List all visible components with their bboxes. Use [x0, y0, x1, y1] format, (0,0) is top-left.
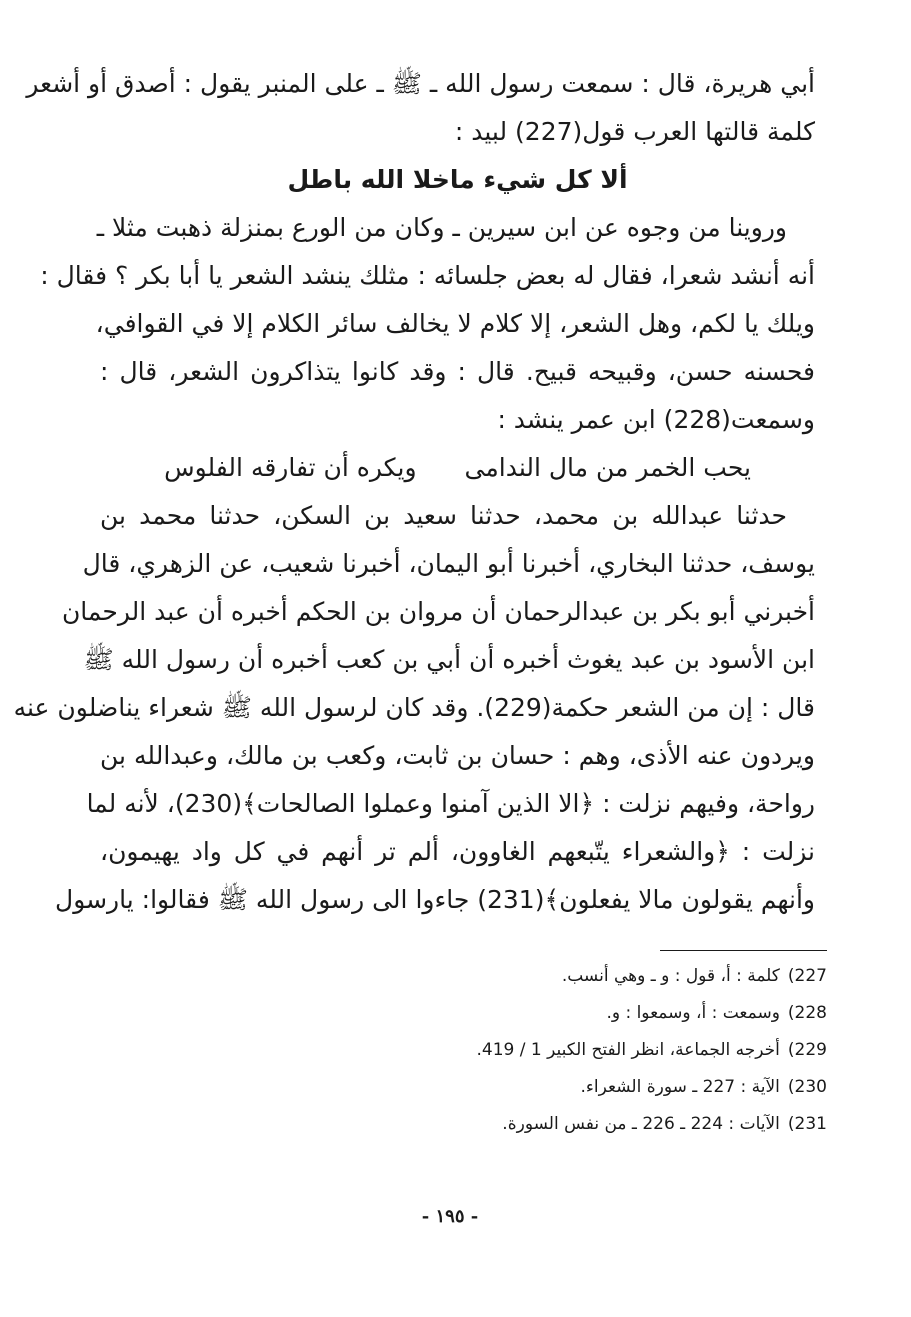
- text-line: يوسف، حدثنا البخاري، أخبرنا أبو اليمان، أخبرنا شعيب، عن الزهري، قال: [82, 549, 815, 578]
- text-line: وروينا من وجوه عن ابن سيرين ـ وكان من الورع بمنزلة ذهبت مثلا ـ: [96, 213, 787, 242]
- text-line: نزلت : ﴿والشعراء يتّبعهم الغاوون، ألم تر أنهم في كل واد يهيمون،: [100, 837, 815, 866]
- text-line: أخبرني أبو بكر بن عبدالرحمان أن مروان بن الحكم أخبره أن عبد الرحمان: [61, 597, 815, 626]
- main-text: [13, 60, 815, 924]
- text-line: كلمة قالتها العرب قول(227) لبيد :: [454, 117, 815, 146]
- verse-second-half: ويكره أن تفارقه الفلوس: [164, 453, 417, 482]
- footnote-item: [360, 1069, 827, 1106]
- footnote-text: الآيات : 224 ـ 226 ـ من نفس السورة.: [502, 1114, 780, 1134]
- text-line: أبي هريرة، قال : سمعت رسول الله ـ ﷺ ـ على المنبر يقول : أصدق أو أشعر: [26, 69, 815, 98]
- footnote-text: وسمعت : أ، وسمعوا : و.: [606, 1003, 780, 1023]
- footnote-item: [360, 1106, 827, 1143]
- text-line: وسمعت(228) ابن عمر ينشد :: [497, 405, 815, 434]
- text-line: وأنهم يقولون مالا يفعلون﴾(231) جاءوا الى رسول الله ﷺ فقالوا: يارسول: [55, 885, 815, 914]
- footnote-item: [360, 958, 827, 995]
- footnotes: [360, 958, 827, 1143]
- footnote-number: 230): [787, 1077, 827, 1097]
- text-line: قال : إن من الشعر حكمة(229). وقد كان لرسول الله ﷺ شعراء يناضلون عنه: [13, 693, 815, 722]
- footnote-item: [360, 995, 827, 1032]
- footnote-number: 227): [787, 966, 827, 986]
- text-line: فحسنه حسن، وقبيحه قبيح. قال : وقد كانوا يتذاكرون الشعر، قال :: [100, 357, 815, 386]
- text-line: ابن الأسود بن عبد يغوث أخبره أن أبي بن كعب أخبره أن رسول الله ﷺ: [83, 645, 815, 674]
- footnote-item: [360, 1032, 827, 1069]
- footnote-number: 228): [787, 1003, 827, 1023]
- page-number: - ١٩٥ -: [421, 1206, 479, 1227]
- verse-first-half: يحب الخمر من مال الندامى: [464, 453, 751, 482]
- footnote-number: 229): [787, 1040, 827, 1060]
- footnote-number: 231): [787, 1114, 827, 1134]
- text-line: رواحة، وفيهم نزلت : ﴿الا الذين آمنوا وعملوا الصالحات﴾(230)، لأنه لما: [86, 789, 815, 818]
- text-line: ويردون عنه الأذى، وهم : حسان بن ثابت، وكعب بن مالك، وعبدالله بن: [100, 741, 815, 770]
- poem-verse: [100, 444, 815, 492]
- footnote-divider: [660, 950, 827, 951]
- verse-line: ألا كل شيء ماخلا الله باطل: [287, 165, 628, 194]
- footnote-text: الآية : 227 ـ سورة الشعراء.: [580, 1077, 780, 1097]
- text-line: ويلك يا لكم، وهل الشعر، إلا كلام لا يخالف سائر الكلام إلا في القوافي،: [95, 309, 815, 338]
- text-line: حدثنا عبدالله بن محمد، حدثنا سعيد بن السكن، حدثنا محمد بن: [100, 501, 787, 530]
- footnote-text: أخرجه الجماعة، انظر الفتح الكبير 1 / 419.: [476, 1040, 780, 1060]
- footnote-text: كلمة : أ، قول : و ـ وهي أنسب.: [561, 966, 780, 986]
- text-line: أنه أنشد شعرا، فقال له بعض جلسائه : مثلك ينشد الشعر يا أبا بكر ؟ فقال :: [40, 261, 815, 290]
